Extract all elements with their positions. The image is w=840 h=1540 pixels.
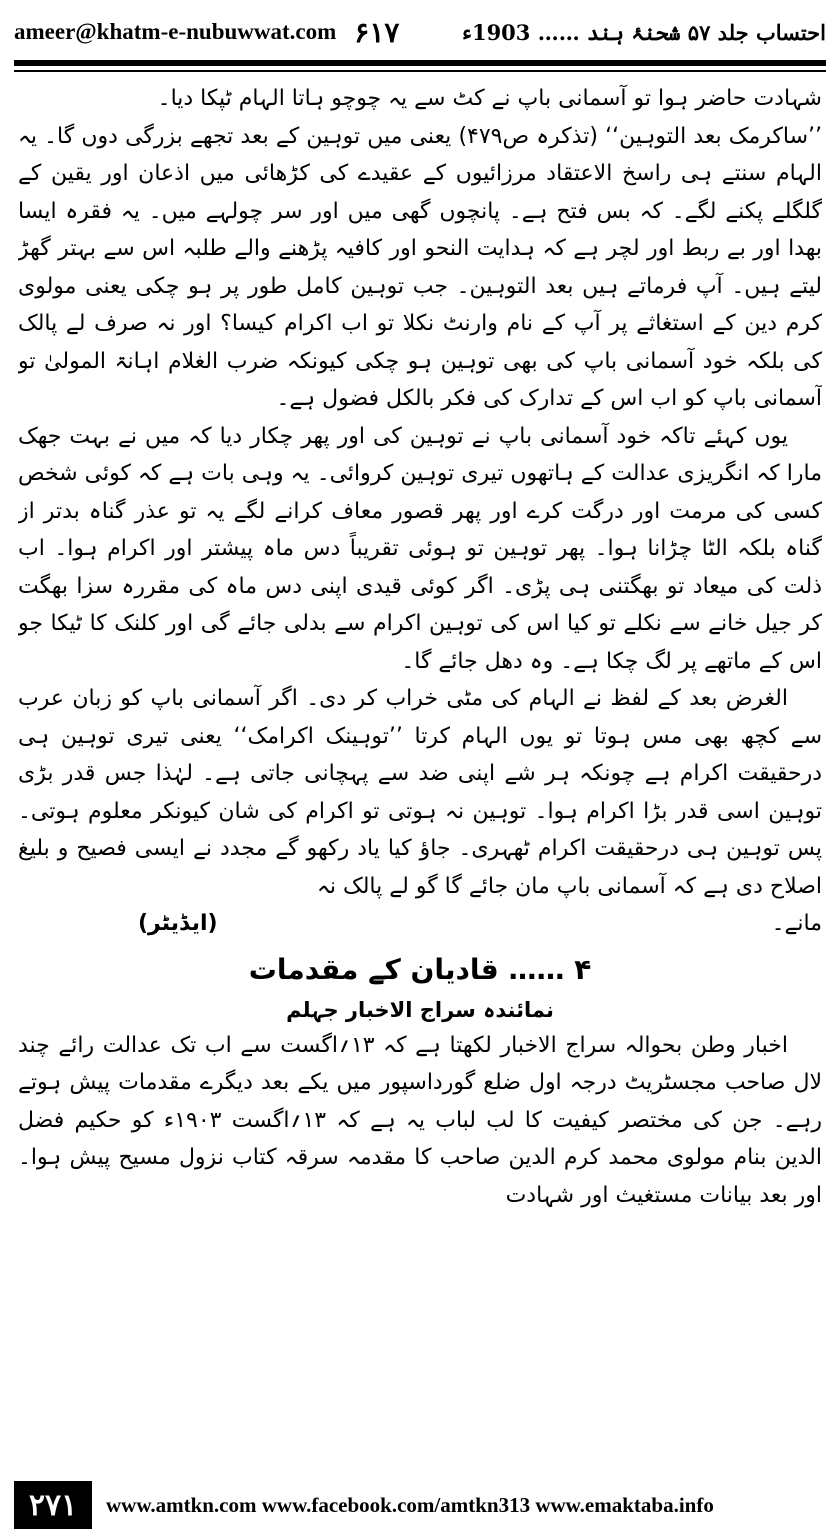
last-line: مانے۔	[771, 911, 822, 936]
section-dots: ……	[508, 952, 565, 986]
footer-page-number: ۲۷۱	[14, 1481, 92, 1529]
page-header	[14, 8, 826, 56]
paragraph-3: یوں کہئے تاکہ خود آسمانی باپ نے توہین کی اور پھر چکار دیا کہ میں نے بہت جھک مارا کہ انگریزی عدالت کے ہاتھوں تیری توہین کروائی۔ یہ وہی بات ہے کہ کوئی شخص کسی کی مرمت اور درگت کرے اور پھر قصور معاف کرانے لگے یہ تو عذر گناہ بدتر از گناہ بلکہ الٹا چڑانا ہوا۔ پھر توہین تو ہوئی تقریباً دس ماہ پیشتر اور اکرام ہوا۔ اب ذلت کی میعاد تو بھگتنی ہی پڑی۔ اگر کوئی قیدی اپنی دس ماہ کی مقررہ سزا بھگت کر جیل خانے سے نکلے تو کیا اس کی توہین اکرام سے بدلی جائے گی اور کلنک کا ٹیکا جو اس کے ماتھے پر لگ چکا ہے۔ وہ دھل جائے گا۔	[18, 423, 822, 674]
section-paragraph: اخبار وطن بحوالہ سراج الاخبار لکھتا ہے کہ ۱۳؍اگست سے اب تک عدالت رائے چند لال صاحب مجسٹریٹ درجہ اول ضلع گورداسپور میں یکے بعد دیگرے مقدمات پیش ہوتے رہے۔ جن کی مختصر کیفیت کا لب لباب یہ ہے کہ ۱۳؍اگست ۱۹۰۳ء کو حکیم فضل الدین بنام مولوی محمد کرم الدین صاحب کا مقدمہ سرقہ کتاب نزول مسیح پیش ہوا۔ اور بعد بیانات مستغیث اور شہادت	[18, 1032, 822, 1208]
header-left	[14, 16, 399, 49]
section-number: ۴	[574, 952, 592, 986]
header-email: ameer@khatm-e-nubuwwat.com	[14, 19, 337, 44]
header-page-number: ۶۱۷	[354, 15, 400, 49]
section-byline: نمائندہ سراج الاخبار جہلم	[286, 997, 554, 1022]
section-title: قادیان کے مقدمات	[248, 952, 499, 986]
running-title: احتساب جلد ۵۷ شحنۂ ہند …… 1903ء	[462, 19, 826, 45]
paragraph-1: شہادت حاضر ہوا تو آسمانی باپ نے کٹ سے یہ چوچو ہاتا الہام ٹپکا دیا۔	[157, 86, 822, 111]
header-rule	[14, 60, 826, 66]
header-rule-thin	[14, 70, 826, 72]
paragraph-4: الغرض بعد کے لفظ نے الہام کی مٹی خراب کر دی۔ اگر آسمانی باپ کو زبان عرب سے کچھ بھی مس ہوتا تو یوں الہام کرتا ’’توہینک اکرامک‘‘ یعنی تیری توہین ہی درحقیقت اکرام ہے چونکہ ہر شے اپنی ضد سے پہچانی جاتی ہے۔ لہٰذا جس قدر بڑی توہین اسی قدر بڑا اکرام ہوا۔ توہین نہ ہوتی تو اکرام کی شان کیونکر معلوم ہوتی۔ پس توہین ہی درحقیقت اکرام ٹھہری۔ جاؤ کیا یاد رکھو گے مجدد نے ایسی فصیح و بلیغ اصلاح دی ہے کہ آسمانی باپ مان جائے گا گو لے پالک نہ	[18, 686, 822, 899]
section-heading	[18, 947, 822, 993]
editor-line	[18, 905, 822, 943]
page-body	[18, 80, 822, 1455]
page-footer	[14, 1478, 826, 1532]
editor-credit: (ایڈیٹر)	[138, 911, 218, 936]
footer-links: www.amtkn.com www.facebook.com/amtkn313 www.emaktaba.info	[106, 1492, 714, 1517]
paragraph-2: ’’ساکرمک بعد التوہین‘‘ (تذکرہ ص۴۷۹) یعنی میں توہین کے بعد تجھے بزرگی دوں گا۔ یہ الہام سنتے ہی راسخ الاعتقاد مرزائیوں کے عقیدے کی کڑھائی میں اذعان اور یقین کے گلگلے پکنے لگے۔ کہ بس فتح ہے۔ پانچوں گھی میں اور سر چولہے میں۔ یہ فقرہ ایسا بھدا اور بے ربط اور لچر ہے کہ ہدایت النحو اور کافیہ پڑھنے والے طلبہ اس سے بہتر گھڑ لیتے ہیں۔ آپ فرماتے ہیں بعد التوہین۔ جب توہین کامل طور پر ہو چکی یعنی مولوی کرم دین کے استغاثے پر آپ کے نام وارنٹ نکلا تو اب اکرام کیسا؟ اور نہ صرف لے پالک کی بلکہ خود آسمانی باپ کی بھی توہین ہو چکی کیونکہ ضرب الغلام اہانۃ المولیٰ تو آسمانی باپ کو اب اس کے تدارک کی فکر بالکل فضول ہے۔	[18, 123, 822, 411]
